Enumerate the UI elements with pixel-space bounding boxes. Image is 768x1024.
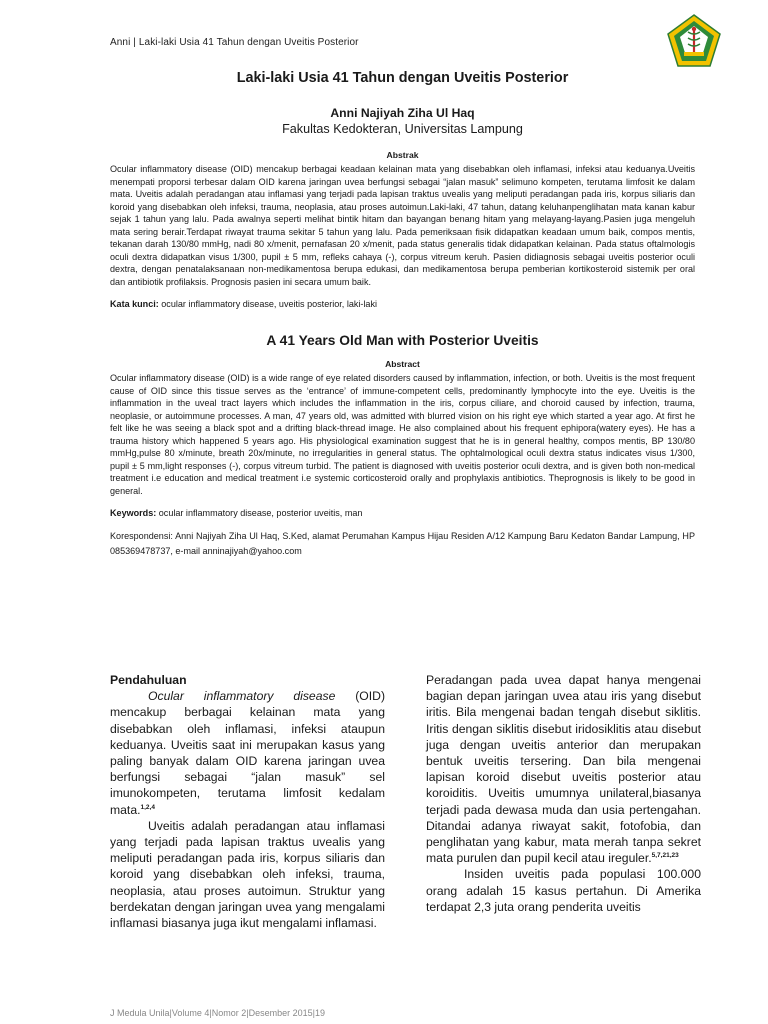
author-affiliation: Fakultas Kedokteran, Universitas Lampung [282, 122, 523, 136]
keywords-en-label: Keywords: [110, 508, 157, 518]
citation-ref: 5,7,21,23 [651, 852, 679, 860]
section-heading: Pendahuluan [110, 673, 187, 687]
abstract-en-heading: Abstract [385, 359, 420, 369]
keywords-id-label: Kata kunci: [110, 299, 159, 309]
keywords-en [110, 508, 695, 518]
italic-term: Ocular inflammatory disease [148, 689, 336, 704]
abstract-id-heading: Abstrak [386, 150, 419, 160]
university-seal-icon [666, 14, 722, 68]
page-footer: J Medula Unila|Volume 4|Nomor 2|Desember 2015|19 [110, 1008, 325, 1018]
keywords-en-values: ocular inflammatory disease, posterior uveitis, man [156, 508, 363, 518]
body-paragraph: Insiden uveitis pada populasi 100.000 orang adalah 15 kasus pertahun. Di Amerika terdapat 2,3 juta orang penderita uveitis [426, 867, 701, 914]
author-name: Anni Najiyah Ziha Ul Haq [330, 106, 475, 120]
body-paragraph: Uveitis adalah peradangan atau inflamasi yang terjadi pada lapisan traktus uvealis yang meliputi peradangan pada iris, korpus siliaris dan koroid yang disebabkan oleh infeksi, trauma, neoplasia, atau proses autoimun. Struktur yang berdekatan dengan jaringan uvea yang mengalami inflamasi biasanya juga ikut mengalami inflamasi. [110, 818, 385, 931]
left-column [110, 672, 385, 931]
abstract-en-text: Ocular inflammatory disease (OID) is a wide range of eye related disorders caused by inflammation, infection, or both. Uveitis is the most frequent cause of OID since this tissue serves as the ‘entrance’ of immune-competent cells, predominantly lymphocyte into the eye. Uveitis is the inflammation in the uveal tract layers which includes the inflammation in the iris, corpus ciliare, and choroid caused by infection, trauma, neoplasie, or autoimmune processes. A man, 47 years old, was admitted with blurred vision on his right eye which started a year ago. At first he felt like he was seeing a black spot and a drifting black-thread image. He also complained about his frequent ephipora(watery eyes). He has a trauma history which happened 5 years ago. His physiological examination suggest that he is in general healthy, compos mentis, BP 130/80 mmHg,pulse 80 x/minute, breath 20x/minute, no irregularities in general status. The ophtalmological oculi dextra status indicates visus 1/300, pupil ± 5 mm,light responses (-), corpus vitreum turbid. The patient is diagnosed with uveitis posterior oculi dextra, and is given both non-medical treatment i.e education and medical treatment i.e systemic corticosteroid orally and prophylaxis antibiotics. Theprognosis is likely to be good in general. [110, 373, 695, 496]
right-column [426, 672, 701, 915]
paper-front-matter [110, 70, 695, 559]
paper-title-id: Laki-laki Usia 41 Tahun dengan Uveitis Posterior [236, 70, 569, 86]
body-paragraph [110, 688, 385, 818]
abstract-id-text: Ocular inflammatory disease (OID) mencakup berbagai keadaan kelainan mata yang disebabkan oleh inflamasi, infeksi atau keduanya.Uveitis menempati proporsi terbesar dalam OID karena jaringan uvea berfungsi sebagai “jalan masuk” selimuno kompeten, terutama limfosit ke dalam mata. Uveitis adalah peradangan atau inflamasi yang terjadi pada lapisan traktus uvealis yang meliputi peradangan pada iris, korpus siliaris dan koroid yang disebabkan oleh infeksi, trauma, neoplasia, atau proses autoimun.Laki-laki, 47 tahun, datang keluhanpenglihatan mata kanan kabur sejak 1 tahun yang lalu. Pada awalnya seperti melihat bintik hitam dan bayangan benang hitam yang melayang-layang.Pasien juga mengeluh mata sering berair.Terdapat riwayat trauma sekitar 5 tahun yang lalu. Pada pemeriksaan fisik didapatkan keadaan umum baik, compos mentis, tekanan darah 130/80 mmHg, nadi 80 x/menit, pernafasan 20 x/menit, pada status generalis tidak didapatkan kelainan. Pada status oftalmologis oculi dextra didapatkan visus 1/300, pupil ± 5 mm, refleks cahaya (-), corpus vitreum keruh. Pasien didiagnosis sebagai uveitis posterior oculi dextra, dengan penatalaksanaan non-medikamentosa berupa edukasi, dan medikamentosa berupa pemberian kortikosteroid sistemik per oral dan antibiotik profilaksis. Prognosis pasien ini secara umum baik. [110, 164, 695, 287]
keywords-id-values: ocular inflammatory disease, uveitis posterior, laki-laki [158, 299, 377, 309]
keywords-id [110, 299, 695, 309]
body-paragraph [426, 672, 701, 866]
body-text: Peradangan pada uvea dapat hanya mengenai bagian depan jaringan uvea atau iris yang disebut iritis. Bila mengenai badan tengah disebut siklitis. Iritis dengan siklitis disebut iridosiklitis atau disebut juga dengan uveitis anterior dan merupakan bentuk uveitis tersering. Dan bila mengenai lapisan koroid disebut uveitis posterior atau koroiditis. Uveitis umumnya unilateral,biasanya terjadi pada dewasa muda dan usia pertengahan. Ditandai adanya riwayat sakit, fotofobia, dan penglihatan yang kabur, mata merah tanpa sekret mata purulen dan pupil kecil atau ireguler. [426, 673, 701, 866]
paper-title-en: A 41 Years Old Man with Posterior Uveitis [266, 333, 539, 348]
citation-ref: 1,2,4 [140, 803, 155, 811]
running-header: Anni | Laki-laki Usia 41 Tahun dengan Uveitis Posterior [110, 37, 359, 48]
correspondence: Korespondensi: Anni Najiyah Ziha Ul Haq, S.Ked, alamat Perumahan Kampus Hijau Residen A/12 Kampung Baru Kedaton Bandar Lampung, HP 085369478737, e-mail anninajiyah@yahoo.com [110, 531, 695, 556]
body-text: (OID) mencakup berbagai kelainan mata yang disebabkan oleh inflamasi, infeksi ataupun keduanya. Uveitis saat ini merupakan kasus yang paling banyak dalam OID karena jaringan uvea berfungsi sebagai “jalan masuk” sel imunokompeten, terutama limfosit kedalam mata. [110, 689, 386, 817]
